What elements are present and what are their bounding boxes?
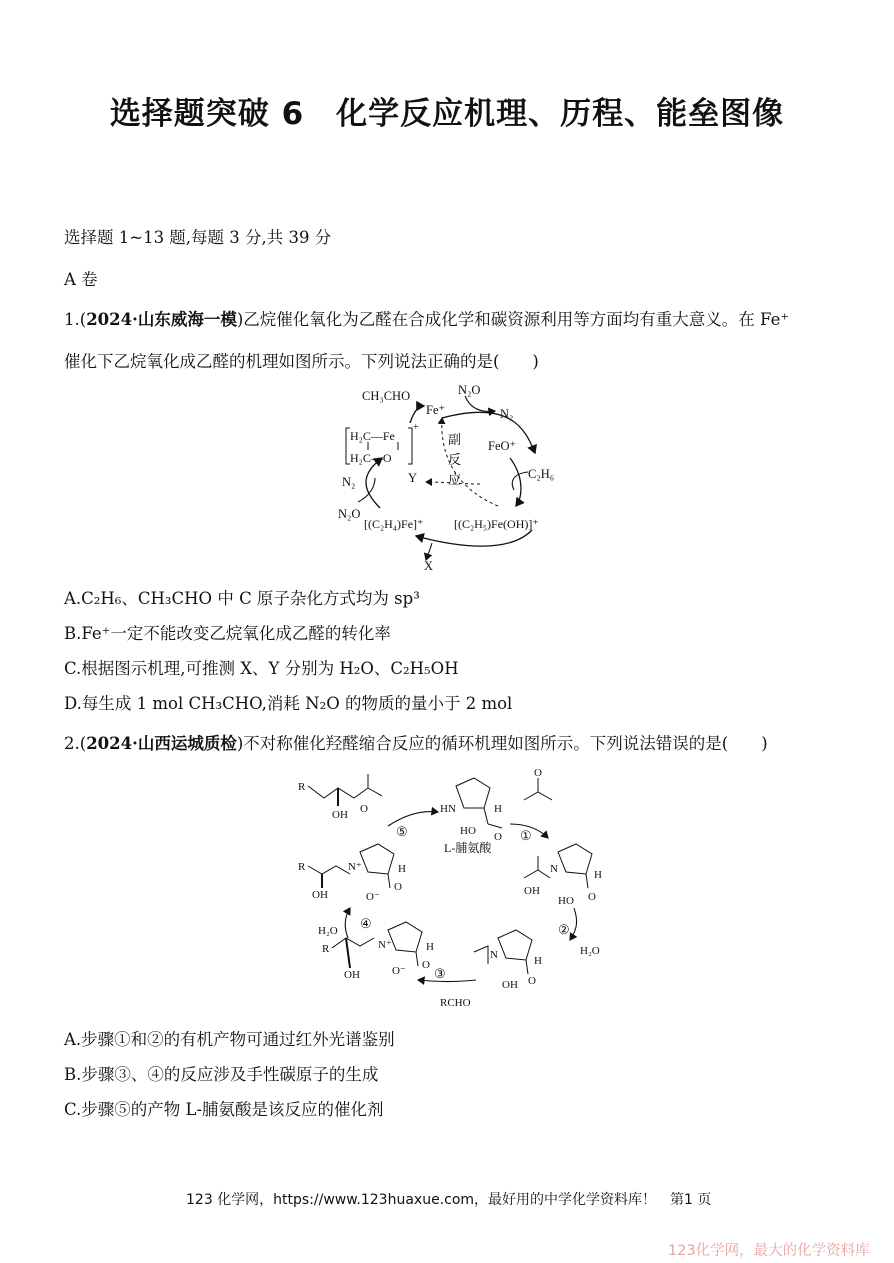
o-minus-label-1: O⁻ xyxy=(366,891,380,903)
q1-option-c: C.根据图示机理,可推测 X、Y 分别为 H₂O、C₂H₅OH xyxy=(64,659,459,678)
aldol-product-structure xyxy=(298,774,382,821)
q2-option-c: C.步骤⑤的产物 L-脯氨酸是该反应的催化剂 xyxy=(64,1100,384,1119)
h-label-3: H xyxy=(426,941,434,953)
label-c2h6: C₂H₆ xyxy=(528,467,555,481)
arrow-feo-to-c2h5 xyxy=(510,458,521,506)
label-n2o-top: N₂O xyxy=(458,383,481,397)
o-label-2: O xyxy=(394,881,402,893)
label-ch3cho: CH₃CHO xyxy=(362,389,411,403)
o-label-bottom: O xyxy=(528,975,536,987)
q2-number: 2.( xyxy=(64,734,87,753)
o-label-1: O xyxy=(360,803,368,815)
q2-source: 2024·山西运城质检 xyxy=(86,734,237,753)
label-complex-top: H₂C—Fe xyxy=(350,429,395,443)
r-label-1: R xyxy=(298,781,306,793)
q2-text: )不对称催化羟醛缩合反应的循环机理如图所示。下列说法错误的是( ) xyxy=(236,734,768,753)
label-complex-bottom: H₂C—O xyxy=(350,451,392,465)
ho-label-top: HO xyxy=(460,825,476,837)
proline-structure xyxy=(440,778,502,855)
intermediate-left-structure xyxy=(298,844,406,903)
arrow-x-out xyxy=(426,543,432,560)
o-label-right: O xyxy=(588,891,596,903)
arrow-n2o-top xyxy=(465,396,495,411)
label-y: Y xyxy=(408,471,418,485)
oh-label-3: OH xyxy=(344,969,360,981)
ho-label-right: HO xyxy=(558,895,574,907)
hn-label: HN xyxy=(440,803,456,815)
o-label-top: O xyxy=(494,831,502,843)
watermark: 123化学网，最大的化学资料库 xyxy=(668,1243,870,1259)
step-1-label: ① xyxy=(520,828,532,843)
arrow-c2h5-to-c2h4 xyxy=(416,530,532,546)
oh-label-1: OH xyxy=(332,809,348,821)
proline-name: L-脯氨酸 xyxy=(444,841,492,855)
label-side-1: 副 xyxy=(448,432,462,447)
h2o-left: H₂O xyxy=(318,925,338,937)
label-c2h4fe: [(C₂H₄)Fe]⁺ xyxy=(364,517,424,531)
intro-text: 选择题 1~13 题,每题 3 分,共 39 分 xyxy=(64,228,332,247)
oh-label-bottom: OH xyxy=(502,979,518,991)
h-label-top: H xyxy=(494,803,502,815)
h-label-right: H xyxy=(594,869,602,881)
intermediate-bottom-left-structure xyxy=(322,922,434,981)
label-x: X xyxy=(424,559,434,573)
step-5-label: ⑤ xyxy=(396,824,408,839)
q1-option-d: D.每生成 1 mol CH₃CHO,消耗 N₂O 的物质的量小于 2 mol xyxy=(64,694,513,713)
step-3-label: ③ xyxy=(434,966,446,981)
page-footer: 123 化学网，https://www.123huaxue.com，最好用的中学化学资料库！ 第1 页 xyxy=(186,1192,712,1208)
label-n2-top: N₂ xyxy=(500,407,514,421)
label-complex-charge: + xyxy=(413,422,419,433)
step-4-label: ④ xyxy=(360,916,372,931)
label-side-3: 应 xyxy=(448,472,462,487)
o-label-3: O xyxy=(422,959,430,971)
label-side-2: 反 xyxy=(448,452,462,467)
h2o-right: H₂O xyxy=(580,945,600,957)
n-plus-label-2: N⁺ xyxy=(378,939,392,951)
q1-option-a: A.C₂H₆、CH₃CHO 中 C 原子杂化方式均为 sp³ xyxy=(64,589,420,608)
q1-stem-line2: 催化下乙烷氧化成乙醛的机理如图所示。下列说法正确的是( ) xyxy=(64,352,539,371)
arrow-complex-to-fe xyxy=(410,406,424,423)
r-label-2: R xyxy=(298,861,306,873)
q2-option-a: A.步骤①和②的有机产物可通过红外光谱鉴别 xyxy=(64,1030,395,1049)
acetone-structure xyxy=(524,768,552,800)
q1-number: 1.( xyxy=(64,310,87,329)
n-plus-label-1: N⁺ xyxy=(348,861,362,873)
rcho-label: RCHO xyxy=(440,997,471,1009)
step-2-label: ② xyxy=(558,922,570,937)
label-c2h5feoh: [(C₂H₅)Fe(OH)]⁺ xyxy=(454,517,539,531)
label-fe-plus: Fe⁺ xyxy=(426,403,446,417)
label-feo-plus: FeO⁺ xyxy=(488,439,517,453)
q2-stem xyxy=(64,730,768,754)
h-label-2: H xyxy=(398,863,406,875)
h-label-bottom: H xyxy=(534,955,542,967)
intermediate-bottom-structure xyxy=(474,930,542,991)
r-label-3: R xyxy=(322,943,330,955)
q1-stem-line1 xyxy=(64,306,789,330)
label-n2-left: N₂ xyxy=(342,475,356,489)
q1-source: 2024·山东威海一模 xyxy=(86,310,237,329)
oh-label-right: OH xyxy=(524,885,540,897)
section-label: A 卷 xyxy=(64,270,98,289)
q2-option-b: B.步骤③、④的反应涉及手性碳原子的生成 xyxy=(64,1065,379,1084)
q1-option-b: B.Fe⁺一定不能改变乙烷氧化成乙醛的转化率 xyxy=(64,624,391,643)
label-n2o-left: N₂O xyxy=(338,507,361,521)
o-minus-label-2: O⁻ xyxy=(392,965,406,977)
n-label-right: N xyxy=(550,863,558,875)
oh-label-2: OH xyxy=(312,889,328,901)
q1-mechanism-diagram xyxy=(320,378,580,574)
o-label-acetone: O xyxy=(534,768,542,779)
n-label-bottom: N xyxy=(490,949,498,961)
page-title: 选择题突破 6 化学反应机理、历程、能垒图像 xyxy=(109,96,785,132)
intermediate-right-structure xyxy=(524,844,602,907)
q2-cycle-diagram xyxy=(288,768,618,1014)
q1-text1: )乙烷催化氧化为乙醛在合成化学和碳资源利用等方面均有重大意义。在 Fe⁺ xyxy=(236,310,790,329)
